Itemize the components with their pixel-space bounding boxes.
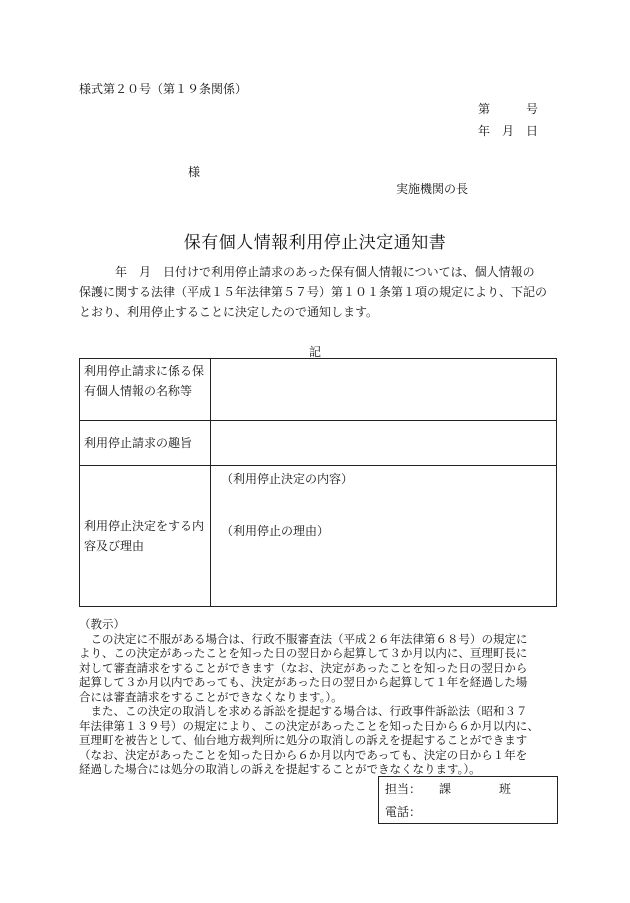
notice-line: （教示）: [79, 617, 125, 631]
notice-line: より、この決定があったことを知った日の翌日から起算して３か月以内に、亘理町長に: [79, 646, 528, 660]
notice-line: 起算して３か月以内であっても、決定があった日の翌日から起算して１年を経過した場: [79, 675, 528, 689]
notice-line: この決定に不服がある場合は、行政不服審査法（平成２６年法律第６８号）の規定に: [79, 631, 528, 646]
row-value-info-name: [211, 359, 557, 421]
form-number: 様式第２０号（第１９条関係）: [79, 82, 248, 96]
row-value-decision-reason: [211, 466, 557, 607]
contact-row: [379, 777, 558, 801]
notice-line: また、この決定の取消しを求める訴訟を提起する場合は、行政事件訴訟法（昭和３７: [79, 704, 528, 718]
sender: 実施機関の長: [396, 182, 469, 196]
row-label-request-purpose: 利用停止請求の趣旨: [80, 421, 211, 466]
ki-heading: 記: [308, 345, 321, 359]
phone-label: 電話：: [385, 805, 422, 819]
row-label-info-name: 利用停止請求に係る保有個人情報の名称等: [80, 359, 211, 421]
document-number: 第 号: [478, 102, 539, 116]
row-label-decision-reason: 利用停止決定をする内容及び理由: [80, 466, 211, 607]
body-line: とおり、利用停止することに決定したので通知します。: [79, 305, 379, 319]
contact-box: [378, 776, 558, 824]
instruction-notice: [79, 617, 559, 777]
notice-line: （なお、決定があったことを知った日から６か月以内であっても、決定の日から１年を: [79, 747, 528, 762]
notice-line: 合には審査請求をすることができなくなります。）。: [79, 689, 343, 704]
decision-reason-label: （利用停止の理由）: [221, 524, 330, 538]
details-table: [79, 358, 557, 607]
addressee-suffix: 様: [188, 165, 201, 179]
body-text: [79, 262, 557, 322]
body-line: 年 月 日付けで利用停止請求のあった保有個人情報については、個人情報の: [79, 265, 535, 279]
charge-value: 課 班: [439, 782, 512, 796]
decision-content-label: （利用停止決定の内容）: [221, 472, 354, 486]
notice-line: 経過した場合には処分の取消しの訴えを提起することができなくなります。）。: [79, 762, 481, 776]
contact-charge: [379, 777, 558, 801]
notice-line: 年法律第１３９号）の規定により、この決定があったことを知った日から６か月以内に、: [79, 718, 539, 733]
contact-phone: [379, 800, 558, 824]
body-line: 保護に関する法律（平成１５年法律第５７号）第１０１条第１項の規定により、下記の: [79, 285, 548, 299]
document-date: 年 月 日: [478, 124, 539, 138]
table-row: [80, 466, 557, 607]
document-title: 保有個人情報利用停止決定通知書: [183, 233, 447, 253]
contact-row: [379, 800, 558, 824]
charge-label: 担当：: [385, 782, 416, 796]
table-row: [80, 421, 557, 466]
row-value-request-purpose: [211, 421, 557, 466]
table-row: [80, 359, 557, 421]
notice-line: 対して審査請求をすることができます（なお、決定があったことを知った日の翌日から: [79, 660, 528, 675]
notice-line: 亘理町を被告として、仙台地方裁判所に処分の取消しの訴えを提起することができます: [79, 733, 528, 747]
